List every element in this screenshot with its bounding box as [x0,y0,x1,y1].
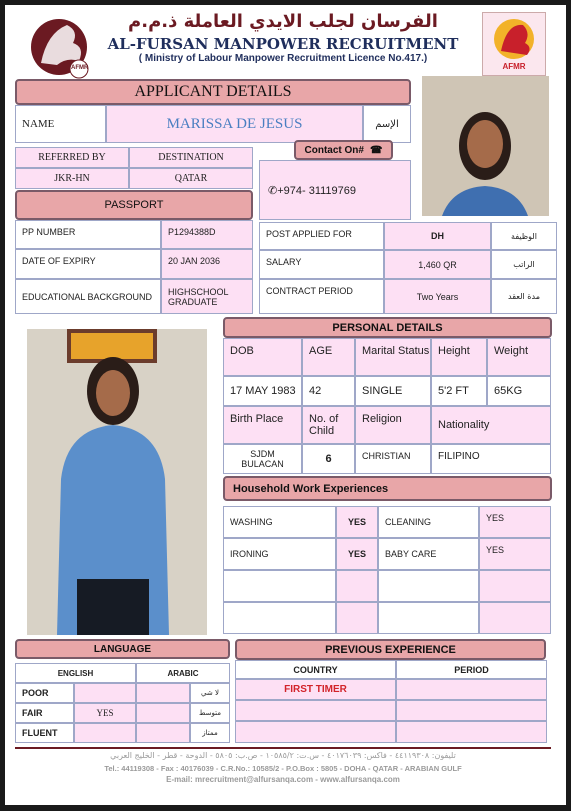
name-value: MARISSA DE JESUS [106,105,363,143]
footer-divider [15,747,551,749]
height-label: Height [431,338,487,376]
fair-label: FAIR [15,703,74,723]
arabic-label: ARABIC [136,663,230,683]
post-label-arabic: الوظيفة [491,222,557,250]
phone-icon: ☎ [369,144,383,156]
fair-arabic [136,703,190,723]
ironing-value: YES [336,538,378,570]
salary-value: 1,460 QR [384,250,491,279]
contract-label-arabic: مدة العقد [491,279,557,314]
poor-arabic [136,683,190,703]
nationality-label: Nationality [431,406,551,444]
household-empty-cell [336,570,378,602]
english-label: ENGLISH [15,663,136,683]
babycare-label: BABY CARE [378,538,479,570]
country-label: COUNTRY [235,660,396,679]
destination-value: QATAR [129,168,253,189]
poor-label: POOR [15,683,74,703]
contact-label: Contact On# [304,144,364,156]
weight-label: Weight [487,338,551,376]
company-licence: ( Ministry of Labour Manpower Recruitment Licence No.417.) [138,53,428,64]
company-logo-left [27,13,97,79]
expiry-value: 20 JAN 2036 [161,249,253,279]
weight-value: 65KG [487,376,551,406]
post-label: POST APPLIED FOR [259,222,384,250]
salary-label-arabic: الراتب [491,250,557,279]
referred-by-label: REFERRED BY [15,147,129,168]
fluent-arabic [136,723,190,743]
destination-label: DESTINATION [129,147,253,168]
pp-number-label: PP NUMBER [15,220,161,249]
fluent-label: FLUENT [15,723,74,743]
height-value: 5'2 FT [431,376,487,406]
post-value: DH [384,222,491,250]
fair-english: YES [74,703,136,723]
salary-label: SALARY [259,250,384,279]
household-empty-cell [223,602,336,634]
previous-empty-cell [396,700,547,721]
name-label: NAME [15,105,106,143]
marital-value: SINGLE [355,376,431,406]
footer-english-line: Tel.: 44119308 - Fax : 40176039 - C.R.No.: 10585/2 - P.O.Box : 5805 - DOHA - QATAR - ARABIAN GULF [104,764,462,773]
country-value: FIRST TIMER [235,679,396,700]
contact-value: ✆+974- 31119769 [259,160,411,220]
age-label: AGE [302,338,355,376]
applicant-details-header: APPLICANT DETAILS [15,79,411,105]
company-arabic-name: الفرسان لجلب الايدي العاملة ذ.م.م [128,11,438,32]
previous-empty-cell [235,721,396,743]
children-value: 6 [302,444,355,474]
marital-label: Marital Status [355,338,431,376]
household-empty-cell [479,602,551,634]
previous-empty-cell [396,721,547,743]
fair-label-arabic: متوسط [190,703,230,723]
previous-empty-cell [235,700,396,721]
applicant-headshot-photo [422,76,549,216]
cleaning-label: CLEANING [378,506,479,538]
poor-english [74,683,136,703]
contact-header [294,140,393,160]
age-value: 42 [302,376,355,406]
logo-text-right: AFMR [502,62,526,71]
birthplace-label: Birth Place [223,406,302,444]
contract-label: CONTRACT PERIOD [259,279,384,314]
fluent-label-arabic: ممتاز [190,723,230,743]
referred-by-value: JKR-HN [15,168,129,189]
dob-value: 17 MAY 1983 [223,376,302,406]
application-form [5,5,566,805]
ironing-label: IRONING [223,538,336,570]
period-value [396,679,547,700]
passport-header: PASSPORT [15,190,253,220]
household-empty-cell [378,570,479,602]
nationality-value: FILIPINO [431,444,551,474]
education-value: HIGHSCHOOL GRADUATE [161,279,253,314]
religion-value: CHRISTIAN [355,444,431,474]
logo-text-left: AFMR [71,65,89,71]
footer-email-line: E-mail: mrecruitment@alfursanqa.com - www.alfursanqa.com [166,775,400,784]
washing-value: YES [336,506,378,538]
expiry-label: DATE OF EXPIRY [15,249,161,279]
household-empty-cell [223,570,336,602]
birthplace-value: SJDM BULACAN [223,444,302,474]
personal-details-header: PERSONAL DETAILS [223,317,552,338]
company-name: AL-FURSAN MANPOWER RECRUITMENT [107,35,459,53]
footer-arabic-line: تليفون: ٤٤١١٩٣٠٨ - فاكس: ٤٠١٧٦٠٣٩ - س.ت: ١٠٥٨٥/٢ - ص.ب: ٥٨٠٥ - الدوحة - قطر - الخليج العربي [110,751,456,760]
religion-label: Religion [355,406,431,444]
name-label-arabic: الإسم [363,105,411,143]
contract-value: Two Years [384,279,491,314]
washing-label: WASHING [223,506,336,538]
dob-label: DOB [223,338,302,376]
household-empty-cell [378,602,479,634]
poor-label-arabic: لا شي [190,683,230,703]
pp-number-value: P1294388D [161,220,253,249]
company-logo-right [482,12,546,76]
period-label: PERIOD [396,660,547,679]
applicant-full-body-photo [27,329,207,635]
cleaning-value: YES [479,506,551,538]
household-empty-cell [479,570,551,602]
household-header: Household Work Experiences [223,476,552,501]
education-label: EDUCATIONAL BACKGROUND [15,279,161,314]
children-label: No. of Child [302,406,355,444]
household-empty-cell [336,602,378,634]
babycare-value: YES [479,538,551,570]
language-header: LANGUAGE [15,639,230,659]
fluent-english [74,723,136,743]
previous-experience-header: PREVIOUS EXPERIENCE [235,639,546,660]
